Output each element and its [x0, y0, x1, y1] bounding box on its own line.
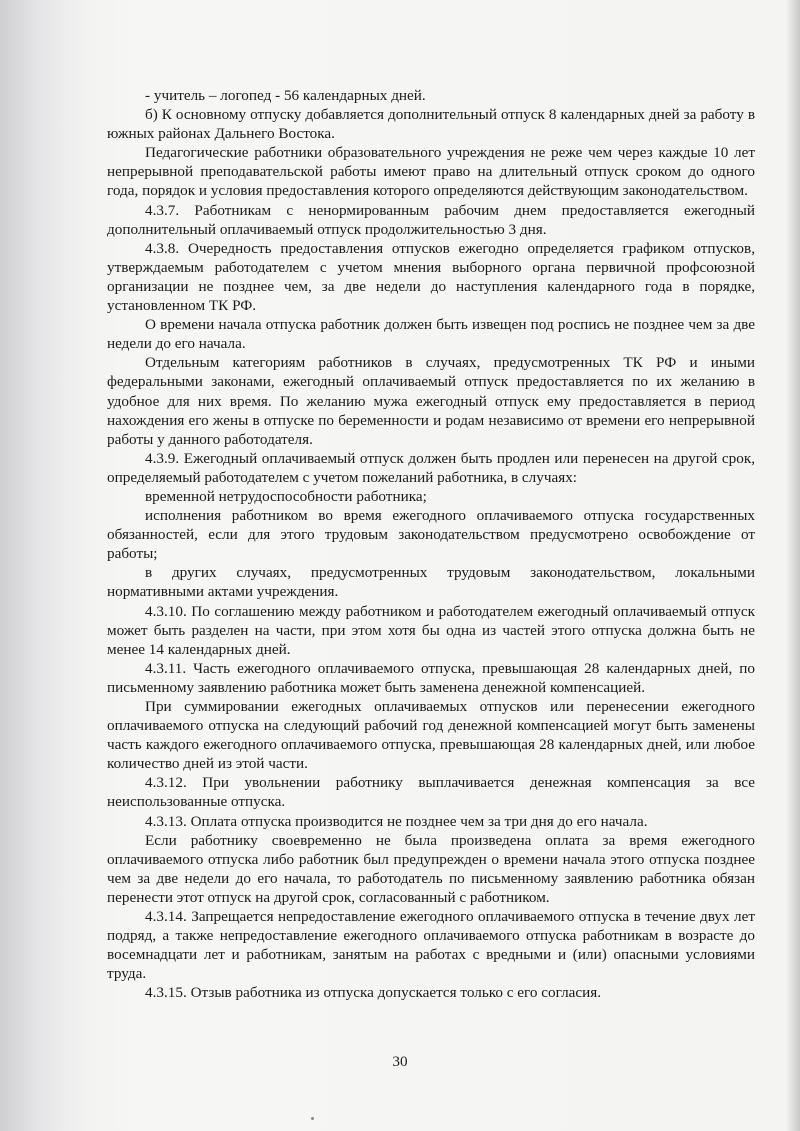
page-edge-shadow — [786, 0, 800, 1131]
paragraph-4-3-14: 4.3.14. Запрещается непредоставление ежегодного оплачиваемого отпуска в течение двух лет подряд, а также непредоставление ежегодного оплачиваемого отпуска работникам в возрасте до восемнадцати лет и работникам, занятым на работах с вредными и (или) опасными условиями труда. — [107, 908, 755, 983]
page-number: 30 — [392, 1053, 408, 1070]
scan-speck — [311, 1117, 314, 1120]
paragraph-4-3-9: 4.3.9. Ежегодный оплачиваемый отпуск должен быть продлен или перенесен на другой срок, определяемый работодателем с учетом пожеланий работника, в случаях: — [107, 449, 755, 486]
paragraph-4-3-13: 4.3.13. Оплата отпуска производится не позднее чем за три дня до его начала. — [145, 812, 648, 830]
paragraph-4-3-10: 4.3.10. По соглашению между работником и работодателем ежегодный оплачиваемый отпуск может быть разделен на части, при этом хотя бы одна из частей этого отпуска должна быть не менее 14 календарных дней. — [107, 602, 755, 658]
paragraph-summation-of-leaves: При суммировании ежегодных оплачиваемых отпусков или перенесении ежегодного оплачиваемого отпуска на следующий рабочий год денежной компенсацией могут быть заменены часть каждого ежегодного оплачиваемого отпуска, превышающая 28 календарных дней, или любое количество дней из этой части. — [107, 698, 755, 773]
paragraph-4-3-12: 4.3.12. При увольнении работнику выплачивается денежная компенсация за все неиспользованные отпуска. — [107, 774, 755, 811]
list-item-temporary-disability: временной нетрудоспособности работника; — [145, 487, 427, 505]
paragraph-notice-of-leave: О времени начала отпуска работник должен быть извещен под роспись не позднее чем за две недели до его начала. — [107, 316, 755, 353]
paragraph-4-3-11: 4.3.11. Часть ежегодного оплачиваемого отпуска, превышающая 28 календарных дней, по письменному заявлению работника может быть заменена денежной компенсацией. — [107, 659, 755, 696]
paragraph-late-payment: Если работнику своевременно не была произведена оплата за время ежегодного оплачиваемого отпуска либо работник был предупрежден о времени начала этого отпуска позднее чем за две недели до его начала, то работодатель по письменному заявлению работника обязан перенести этот отпуск на другой срок, согласованный с работником. — [107, 831, 755, 906]
paragraph-long-leave-teachers: Педагогические работники образовательного учреждения не реже чем через каждые 10 лет непрерывной преподавательской работы имеют право на длительный отпуск сроком до одного года, порядок и условия предоставления которого определяются действующим законодательством. — [107, 144, 755, 200]
paragraph-4-3-7: 4.3.7. Работникам с ненормированным рабочим днем предоставляется ежегодный дополнительный оплачиваемый отпуск продолжительностью 3 дня. — [107, 201, 755, 238]
paragraph-4-3-15: 4.3.15. Отзыв работника из отпуска допускается только с его согласия. — [145, 984, 602, 1002]
paragraph-4-3-8: 4.3.8. Очередность предоставления отпусков ежегодно определяется графиком отпусков, утверждаемым работодателем с учетом мнения выборного органа первичной профсоюзной организации не позднее чем, за две недели до наступления календарного года в порядке, установленном ТК РФ. — [107, 239, 755, 315]
document-body — [107, 86, 755, 1003]
paragraph-speech-therapist: - учитель – логопед - 56 календарных дней. — [145, 87, 426, 104]
paragraph-additional-leave-far-east: б) К основному отпуску добавляется дополнительный отпуск 8 календарных дней за работу в южных районах Дальнего Востока. — [107, 106, 755, 143]
list-item-state-duties: исполнения работником во время ежегодного оплачиваемого отпуска государственных обязанностей, если для этого трудовым законодательством предусмотрено освобождение от работы; — [107, 507, 755, 563]
paragraph-categories-of-workers: Отдельным категориям работников в случаях, предусмотренных ТК РФ и иными федеральными законами, ежегодный оплачиваемый отпуск предоставляется по их желанию в удобное для них время. По желанию мужа ежегодный отпуск ему предоставляется в период нахождения его жены в отпуске по беременности и родам независимо от времени его непрерывной работы у данного работодателя. — [107, 354, 755, 448]
list-item-other-cases: в других случаях, предусмотренных трудовым законодательством, локальными нормативными актами учреждения. — [107, 564, 755, 601]
